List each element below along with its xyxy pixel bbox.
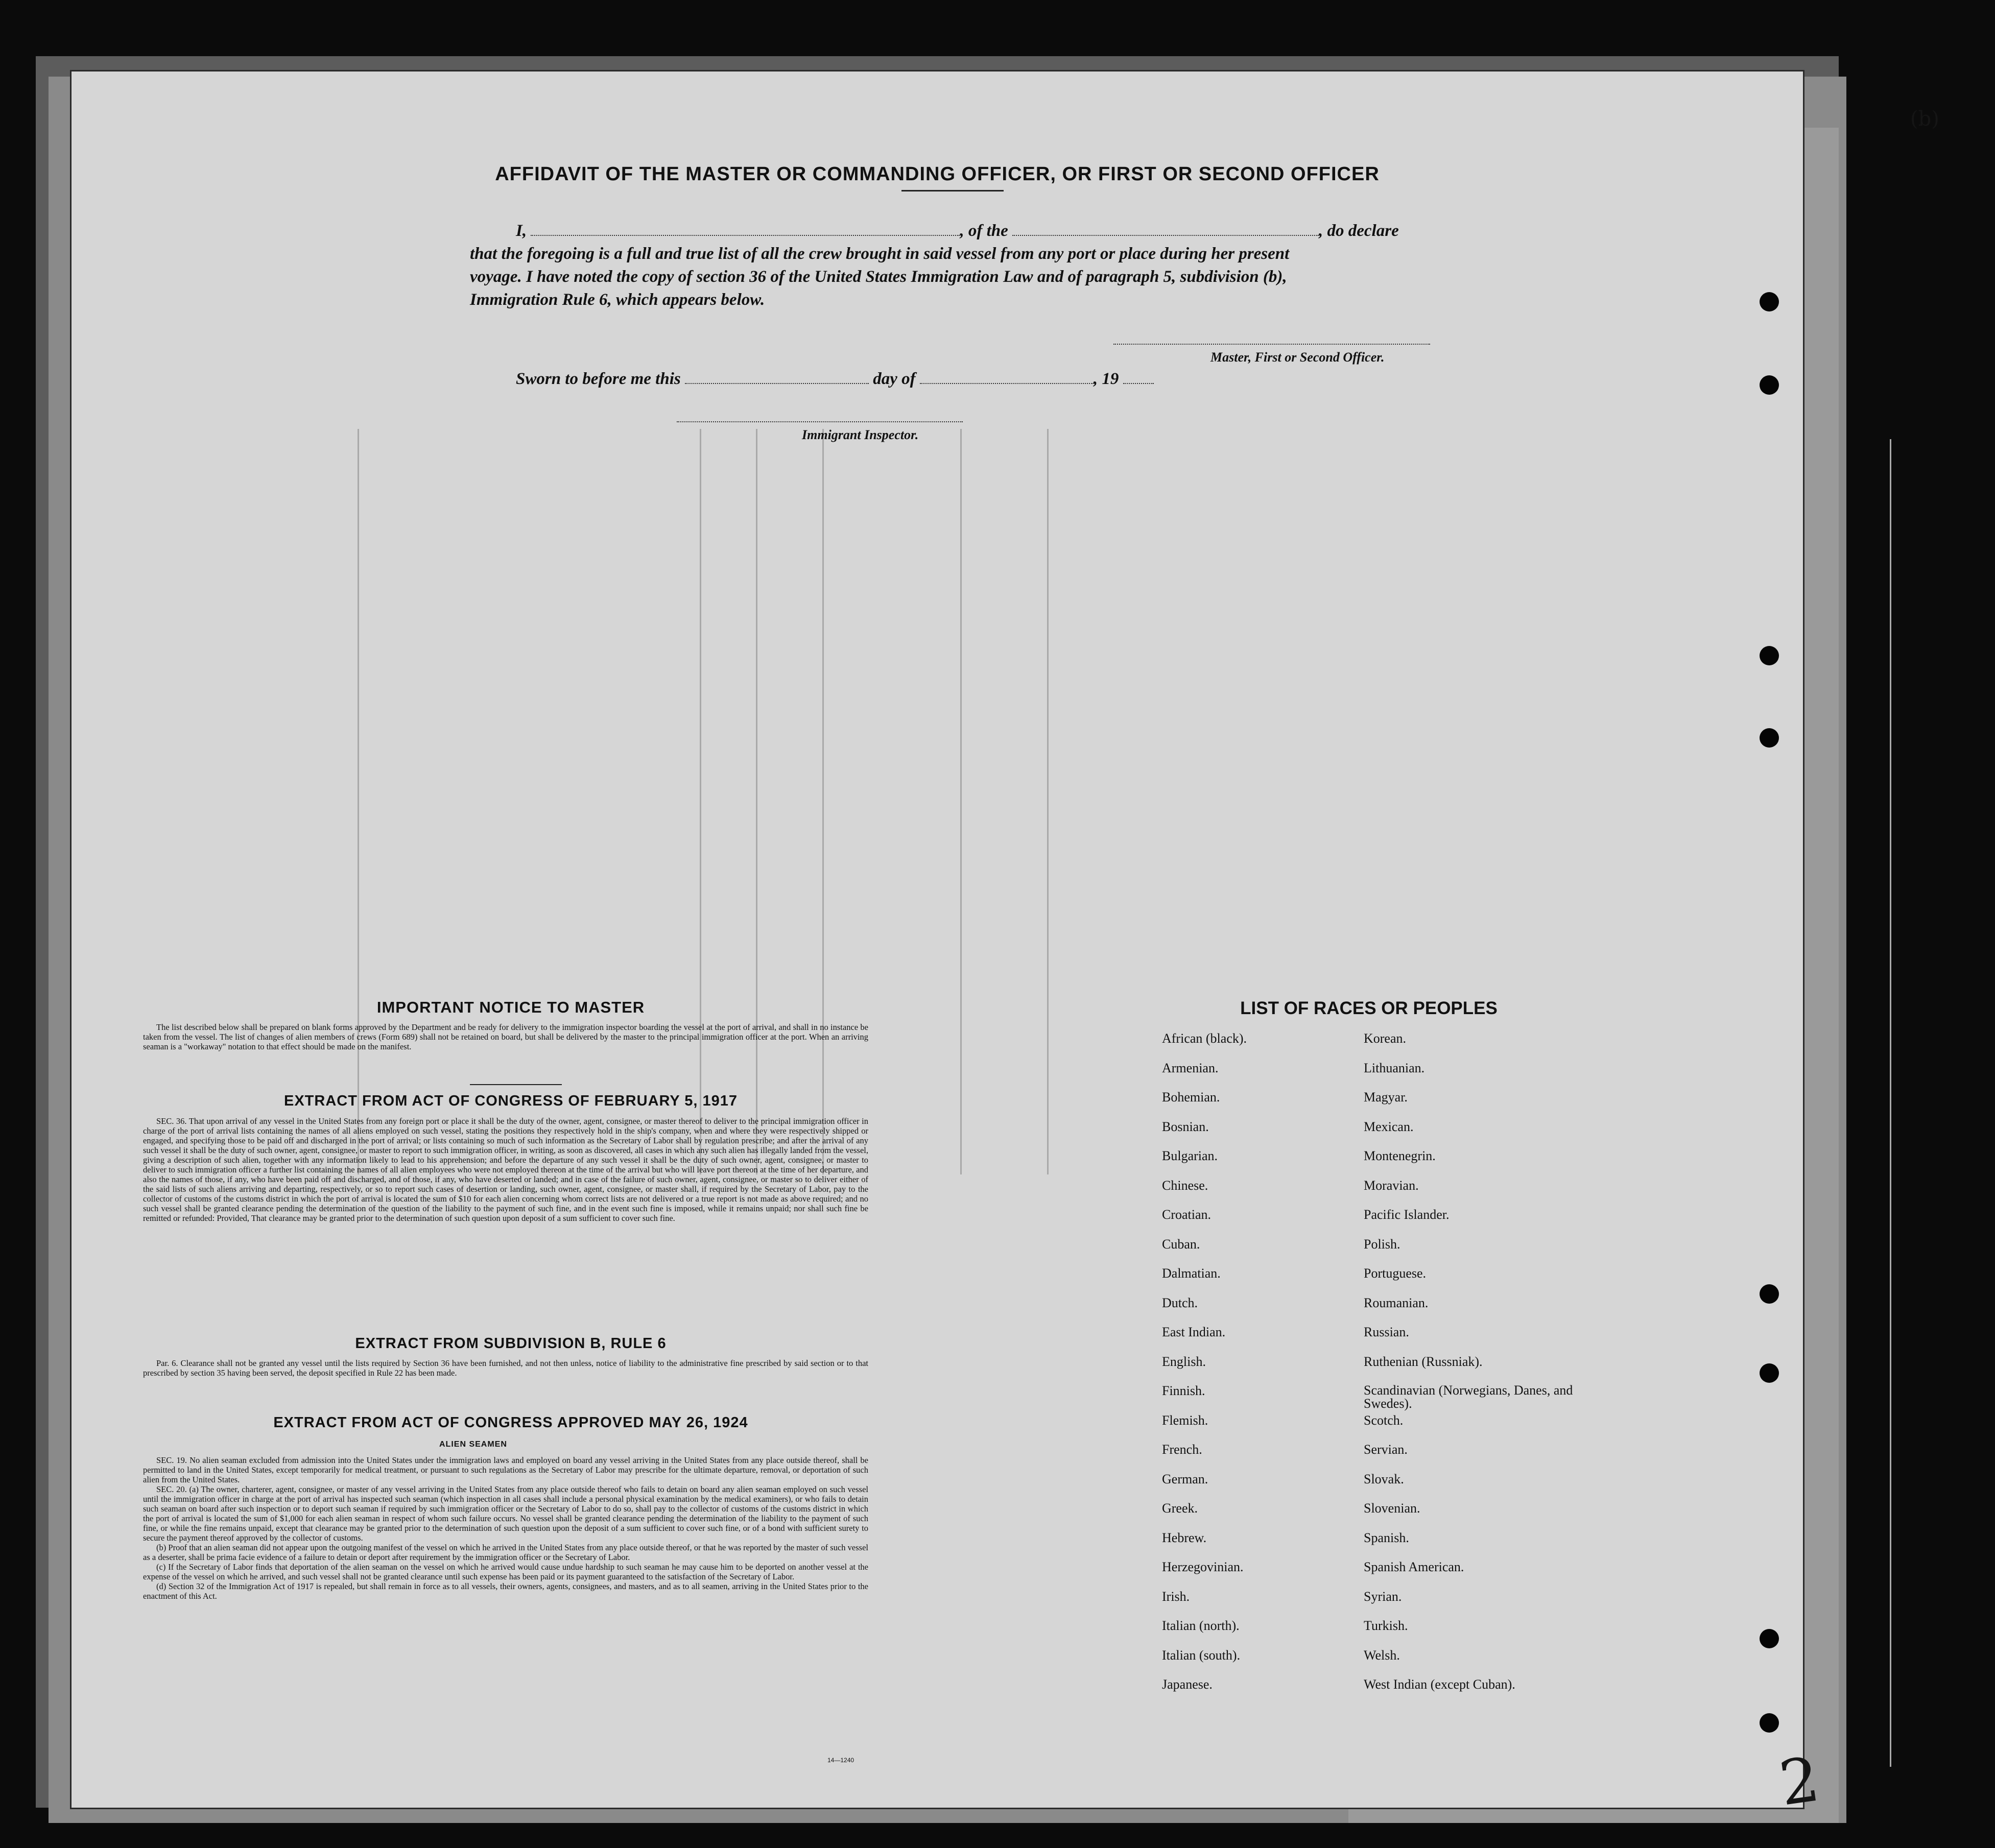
notice-heading: IMPORTANT NOTICE TO MASTER xyxy=(376,998,645,1016)
bleed-through-rule xyxy=(822,429,824,1174)
extract-1924-paragraph: (b) Proof that an alien seaman did not appear upon the outgoing manifest of the vessel on which he arrived in the United States from any place outside thereof, or that he was reported by the master of such vessel as a deserter, shall be prima facie evidence of a failure to detain or deport after requirement by the immigration officer or the Secretary of Labor. xyxy=(143,1543,868,1562)
race-item: Pacific Islander. xyxy=(1364,1207,1450,1222)
race-item: Russian. xyxy=(1364,1325,1409,1339)
races-heading: LIST OF RACES OR PEOPLES xyxy=(1240,998,1498,1018)
handwritten-page-number: 2 xyxy=(1775,1744,1824,1820)
race-item: Italian (south). xyxy=(1162,1647,1241,1663)
race-item: Irish. xyxy=(1162,1589,1190,1604)
affidavit-title: AFFIDAVIT OF THE MASTER OR COMMANDING OFFICER, OR FIRST OR SECOND OFFICER xyxy=(495,163,1380,185)
extract-1924-paragraph: SEC. 19. No alien seaman excluded from admission into the United States under the immigration laws and employed on board any vessel arriving in the United States from any place outside thereof, shall be permitted to land in the United States, except temporarily for medical treatment, or pursuant to such regulations as the Secretary of Labor may prescribe for the ultimate departure, removal, or deportation of such alien from the United States. xyxy=(143,1455,868,1484)
race-item: Montenegrin. xyxy=(1364,1148,1436,1163)
punch-hole xyxy=(1760,375,1779,395)
extract-1924-text xyxy=(143,1455,868,1601)
race-item: Servian. xyxy=(1364,1442,1408,1457)
race-item: Flemish. xyxy=(1162,1412,1208,1428)
race-item: African (black). xyxy=(1162,1031,1247,1046)
race-item: Chinese. xyxy=(1162,1178,1208,1193)
inspector-signature-line[interactable] xyxy=(677,421,963,422)
race-item: Turkish. xyxy=(1364,1618,1408,1633)
extract-1917-paragraph: SEC. 36. That upon arrival of any vessel in the United States from any foreign port or place it shall be the duty of the owner, agent, consignee, or master thereof to deliver to the principal immigration officer in charge of the port of arrival lists containing the names of all aliens employed on such vessel, stating the positions they respectively hold in the ship's company, when and where they were respectively shipped or engaged, and specifying those to be paid off and discharged in the port of arrival; or lists containing so much of such information as the Secretary of Labor shall by regulation prescribe; and after the arrival of any such vessel it shall be the duty of such owner, agent, consignee, or master to report to such immigration officer, in writing, as soon as discovered, all cases in which any such alien has illegally landed from the vessel, giving a description of such alien, together with any information likely to lead to his apprehension; and before the departure of any such vessel it shall be the duty of such owner, agent, consignee, or master to deliver to such immigration officer a further list containing the names of all alien employees who were not employed thereon at the time of the arrival but who will leave port thereon at the time of her departure, and also the names of those, if any, who have been paid off and discharged, and of those, if any, who have deserted or landed; and in case of the failure of such owner, agent, consignee, or master so to deliver either of the said lists of such aliens arriving and departing, respectively, or so to report such cases of desertion or landing, such owner, agent, consignee, or master shall, if required by the Secretary of Labor, pay to the collector of customs of the customs district in which the port of arrival is located the sum of $10 for each alien concerning whom correct lists are not delivered or a true report is not made as above required; and no such vessel shall be granted clearance pending the determination of the question of the liability to the payment of such fine, and in the event such fine is imposed, while it remains unpaid; nor shall such fine be remitted or refunded: Provided, That clearance may be granted prior to the determination of such question upon deposit of a sum sufficient to cover such fine. xyxy=(143,1116,868,1223)
race-item: Dutch. xyxy=(1162,1295,1198,1310)
master-name-blank[interactable] xyxy=(531,223,960,236)
race-item: Croatian. xyxy=(1162,1207,1212,1222)
affidavit-line-2: that the foregoing is a full and true list of all the crew brought in said vessel from any port or place during her present xyxy=(470,245,1290,263)
vessel-name-blank[interactable] xyxy=(1012,223,1319,236)
race-item: East Indian. xyxy=(1162,1325,1226,1339)
section-divider xyxy=(470,1084,562,1085)
race-item: Bulgarian. xyxy=(1162,1148,1218,1163)
affidavit-line-1 xyxy=(516,220,1399,242)
race-item: Slovak. xyxy=(1364,1471,1404,1486)
race-item: Ruthenian (Russniak). xyxy=(1364,1354,1483,1369)
race-item: West Indian (except Cuban). xyxy=(1364,1677,1515,1692)
race-item: Hebrew. xyxy=(1162,1530,1207,1545)
affidavit-line-4: Immigration Rule 6, which appears below. xyxy=(470,291,765,309)
race-item: Korean. xyxy=(1364,1031,1407,1046)
race-item: Dalmatian. xyxy=(1162,1266,1221,1281)
race-item: Bohemian. xyxy=(1162,1090,1220,1105)
handwritten-corner-mark: (b) xyxy=(1910,107,1939,131)
bleed-through-rule xyxy=(1890,439,1891,1767)
bleed-through-rule xyxy=(960,429,962,1174)
race-item: Moravian. xyxy=(1364,1178,1419,1193)
affidavit-declare: , do declare xyxy=(1319,222,1399,240)
rule6-paragraph: Par. 6. Clearance shall not be granted any vessel until the lists required by Section 36 have been furnished, and not then unless, notice of liability to the administrative fine prescribed by said section or to that prescribed by section 35 having been served, the deposit specified in Rule 22 has been made. xyxy=(143,1358,868,1378)
rule6-heading: EXTRACT FROM SUBDIVISION B, RULE 6 xyxy=(355,1335,667,1352)
sworn-day-blank[interactable] xyxy=(685,371,869,384)
race-item: Lithuanian. xyxy=(1364,1060,1425,1075)
race-item: Portuguese. xyxy=(1364,1266,1427,1281)
race-item: Herzegovinian. xyxy=(1162,1559,1244,1574)
race-item: Italian (north). xyxy=(1162,1618,1240,1633)
race-item: Greek. xyxy=(1162,1501,1198,1516)
sworn-line xyxy=(516,368,1154,390)
race-item: Scandinavian (Norwegians, Danes, and Swedes). xyxy=(1364,1383,1573,1411)
race-item: Spanish American. xyxy=(1364,1559,1464,1574)
affidavit-i: I, xyxy=(516,222,527,240)
extract-1924-paragraph: SEC. 20. (a) The owner, charterer, agent, consignee, or master of any vessel arriving in the United States from any place outside thereof who fails to detain on board any alien seaman employed on such vessel until the immigration officer in charge at the port of arrival has inspected such seaman (which inspection in all cases shall include a personal physical examination by the medical examiners), or who fails to detain such seaman on board after such inspection or to deport such seaman if required by such immigration officer or the Secretary of Labor to do so, shall pay to the collector of customs of the customs district in which the port of arrival is located the sum of $1,000 for each alien seaman in respect of whom such failure occurs. No vessel shall be granted clearance pending the determination of the liability to the payment of such fine, or while the fine remains unpaid, except that clearance may be granted prior to the determination of such question upon the deposit of a sum sufficient to cover such fine, or of a bond with sufficient surety to secure the payment thereof approved by the collector of customs. xyxy=(143,1484,868,1543)
race-item: Cuban. xyxy=(1162,1236,1200,1252)
punch-hole xyxy=(1760,1713,1779,1733)
race-item: Slovenian. xyxy=(1364,1501,1420,1516)
punch-hole xyxy=(1760,728,1779,748)
race-item: Spanish. xyxy=(1364,1530,1409,1545)
punch-hole xyxy=(1760,1629,1779,1648)
affidavit-of-the: , of the xyxy=(960,222,1008,240)
races-list-right xyxy=(1364,1031,1578,1707)
race-item: Japanese. xyxy=(1162,1677,1213,1692)
sworn-year: , 19 xyxy=(1093,370,1119,388)
race-item: French. xyxy=(1162,1442,1202,1457)
bleed-through-rule xyxy=(756,429,757,1174)
race-item: Magyar. xyxy=(1364,1090,1408,1105)
form-number: 14—1240 xyxy=(827,1757,854,1764)
title-divider xyxy=(901,190,1004,191)
extract-1917-heading: EXTRACT FROM ACT OF CONGRESS OF FEBRUARY 5, 1917 xyxy=(283,1093,738,1109)
races-list-left xyxy=(1162,1031,1356,1707)
notice-paragraph: The list described below shall be prepared on blank forms approved by the Department and be ready for delivery to the immigration inspector boarding the vessel at the port of arrival, and shall in no instance be taken from the vessel. The list of changes of alien members of crews (Form 689) shall not be retained on board, but shall be delivered by the master to the principal immigration officer at the port. When an arriving seaman is a "workaway" notation to that effect should be made on the manifest. xyxy=(143,1022,868,1051)
race-item: Welsh. xyxy=(1364,1647,1400,1663)
extract-1924-paragraph: (c) If the Secretary of Labor finds that deportation of the alien seaman on the vessel on which he arrived would cause undue hardship to such seaman he may cause him to be deported on another vessel at the expense of the vessel on which he arrived, and such vessel shall not be granted clearance until such expense has been paid or its payment guaranteed to the satisfaction of the Secretary of Labor. xyxy=(143,1562,868,1581)
race-item: Bosnian. xyxy=(1162,1119,1209,1134)
notice-text xyxy=(143,1022,868,1051)
extract-1924-paragraph: (d) Section 32 of the Immigration Act of 1917 is repealed, but shall remain in force as to all vessels, their owners, agents, consignees, and masters, and as to all seamen, arriving in the United States prior to the enactment of this Act. xyxy=(143,1581,868,1601)
race-item: Roumanian. xyxy=(1364,1295,1429,1310)
manifest-reverse-page xyxy=(72,71,1939,1820)
race-item: English. xyxy=(1162,1354,1206,1369)
punch-hole xyxy=(1760,1363,1779,1383)
race-item: Mexican. xyxy=(1364,1119,1414,1134)
race-item: Finnish. xyxy=(1162,1383,1205,1398)
race-item: Scotch. xyxy=(1364,1412,1404,1428)
extract-1924-heading: EXTRACT FROM ACT OF CONGRESS APPROVED MAY 26, 1924 xyxy=(273,1414,748,1431)
punch-hole xyxy=(1760,646,1779,665)
race-item: Syrian. xyxy=(1364,1589,1402,1604)
bleed-through-rule xyxy=(1047,429,1049,1174)
master-signature-line[interactable] xyxy=(1113,344,1430,345)
race-item: Polish. xyxy=(1364,1236,1400,1252)
punch-hole xyxy=(1760,1284,1779,1304)
race-item: German. xyxy=(1162,1471,1208,1486)
sworn-month-blank[interactable] xyxy=(920,371,1094,384)
rule6-text xyxy=(143,1358,868,1378)
inspector-label: Immigrant Inspector. xyxy=(802,427,919,442)
race-item: Armenian. xyxy=(1162,1060,1219,1075)
alien-seamen-subheading: ALIEN SEAMEN xyxy=(439,1440,507,1449)
sworn-year-blank[interactable] xyxy=(1123,371,1154,384)
master-signature-label: Master, First or Second Officer. xyxy=(1210,350,1385,365)
affidavit-line-3: voyage. I have noted the copy of section 36 of the United States Immigration Law and of paragraph 5, subdivision (b), xyxy=(470,268,1287,286)
extract-1917-text xyxy=(143,1116,868,1223)
bleed-through-rule xyxy=(700,429,701,1174)
sworn-day-of: day of xyxy=(873,370,916,388)
punch-hole xyxy=(1760,292,1779,311)
bleed-through-rule xyxy=(358,429,359,1174)
sworn-text: Sworn to before me this xyxy=(516,370,681,388)
